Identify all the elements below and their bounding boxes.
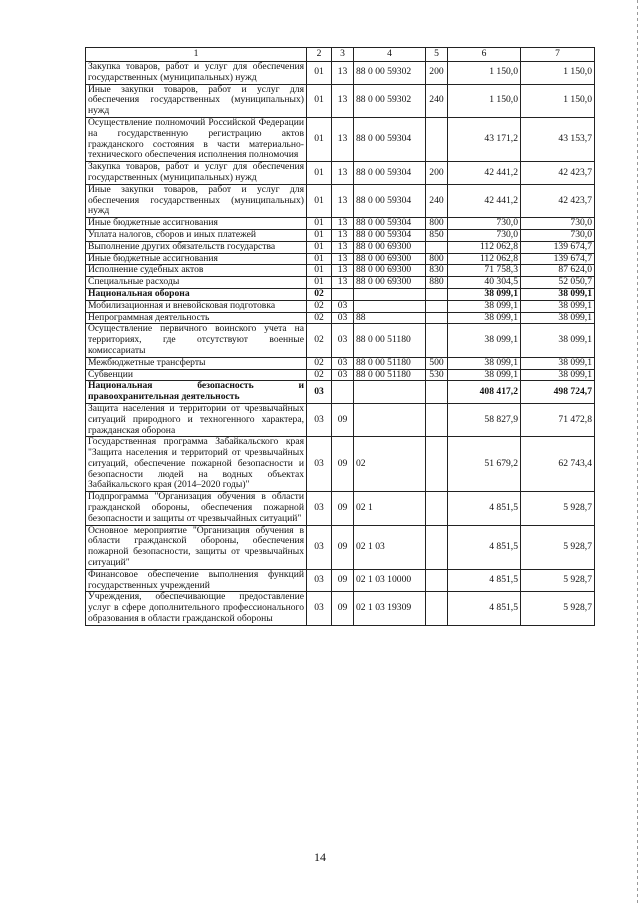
expense-type-code [426,437,448,492]
section-code: 03 [307,592,332,625]
table-row [86,277,595,289]
row-description: Финансовое обеспечение выполнения функций государственных учреждений [86,569,307,592]
section-code: 03 [307,492,332,525]
table-row [86,525,595,569]
row-description: Основное мероприятие "Организация обучения в области гражданской обороны, обеспечения пожарной безопасности, защиты от чрезвычайных ситуаций" [86,525,307,569]
amount-year-2: 71 472,8 [521,403,595,436]
section-code: 03 [307,437,332,492]
amount-year-2: 5 928,7 [521,592,595,625]
target-article-code: 88 0 00 59304 [354,117,426,161]
row-description: Закупка товаров, работ и услуг для обеспечения государственных (муниципальных) нужд [86,62,307,85]
expense-type-code: 240 [426,184,448,217]
amount-year-1: 43 171,2 [448,117,521,161]
amount-year-1: 38 099,1 [448,288,521,300]
row-description: Непрограммная деятельность [86,312,307,324]
amount-year-2: 5 928,7 [521,492,595,525]
amount-year-1: 730,0 [448,229,521,241]
subsection-code: 09 [332,525,354,569]
amount-year-2: 38 099,1 [521,288,595,300]
target-article-code: 02 1 03 10000 [354,569,426,592]
column-header: 1 [86,48,307,62]
target-article-code: 88 0 00 69300 [354,277,426,289]
amount-year-1: 38 099,1 [448,300,521,312]
amount-year-2: 1 150,0 [521,84,595,117]
table-row [86,253,595,265]
row-description: Иные закупки товаров, работ и услуг для обеспечения государственных (муниципальных) нужд [86,184,307,217]
column-header: 7 [521,48,595,62]
expense-type-code: 850 [426,229,448,241]
section-code: 03 [307,381,332,404]
row-description: Исполнение судебных актов [86,265,307,277]
amount-year-2: 139 674,7 [521,241,595,253]
table-row [86,229,595,241]
expense-type-code [426,300,448,312]
amount-year-1: 71 758,3 [448,265,521,277]
expense-type-code: 880 [426,277,448,289]
row-description: Иные бюджетные ассигнования [86,253,307,265]
amount-year-2: 5 928,7 [521,569,595,592]
amount-year-1: 1 150,0 [448,84,521,117]
section-code: 01 [307,117,332,161]
amount-year-2: 498 724,7 [521,381,595,404]
subsection-code: 13 [332,253,354,265]
section-code: 03 [307,525,332,569]
table-row [86,357,595,369]
section-code: 01 [307,218,332,230]
row-description: Иные бюджетные ассигнования [86,218,307,230]
table-body [86,62,595,626]
table-row [86,592,595,625]
subsection-code: 03 [332,300,354,312]
amount-year-2: 38 099,1 [521,369,595,381]
expense-type-code [426,492,448,525]
section-code: 02 [307,369,332,381]
subsection-code: 13 [332,277,354,289]
amount-year-2: 730,0 [521,229,595,241]
amount-year-1: 38 099,1 [448,324,521,357]
target-article-code: 88 0 00 59304 [354,184,426,217]
expense-type-code: 200 [426,162,448,185]
column-header: 3 [332,48,354,62]
expense-type-code: 800 [426,253,448,265]
expense-type-code: 830 [426,265,448,277]
row-description: Защита населения и территории от чрезвычайных ситуаций природного и техногенного характера, гражданская оборона [86,403,307,436]
expense-type-code [426,288,448,300]
target-article-code: 88 0 00 59302 [354,62,426,85]
expense-type-code [426,569,448,592]
column-header: 6 [448,48,521,62]
amount-year-1: 38 099,1 [448,369,521,381]
expense-type-code [426,117,448,161]
section-code: 01 [307,184,332,217]
subsection-code: 13 [332,229,354,241]
section-code: 01 [307,62,332,85]
amount-year-1: 4 851,5 [448,525,521,569]
table-row [86,381,595,404]
row-description: Межбюджетные трансферты [86,357,307,369]
table-row [86,288,595,300]
table-row [86,312,595,324]
target-article-code [354,288,426,300]
table-row [86,403,595,436]
target-article-code: 02 [354,437,426,492]
table-row [86,184,595,217]
table-row [86,569,595,592]
section-code: 02 [307,300,332,312]
amount-year-1: 38 099,1 [448,312,521,324]
target-article-code: 88 0 00 51180 [354,324,426,357]
amount-year-2: 42 423,7 [521,162,595,185]
target-article-code: 02 1 [354,492,426,525]
target-article-code: 88 0 00 59304 [354,162,426,185]
expense-type-code: 800 [426,218,448,230]
target-article-code: 02 1 03 [354,525,426,569]
amount-year-2: 43 153,7 [521,117,595,161]
table-row [86,62,595,85]
table-row [86,84,595,117]
row-description: Иные закупки товаров, работ и услуг для обеспечения государственных (муниципальных) нужд [86,84,307,117]
amount-year-1: 730,0 [448,218,521,230]
expense-type-code: 530 [426,369,448,381]
row-description: Национальная оборона [86,288,307,300]
amount-year-2: 38 099,1 [521,300,595,312]
table-row [86,117,595,161]
amount-year-1: 4 851,5 [448,592,521,625]
row-description: Уплата налогов, сборов и иных платежей [86,229,307,241]
amount-year-1: 4 851,5 [448,569,521,592]
section-code: 02 [307,312,332,324]
target-article-code: 88 0 00 59302 [354,84,426,117]
row-description: Выполнение других обязательств государства [86,241,307,253]
amount-year-1: 4 851,5 [448,492,521,525]
target-article-code [354,300,426,312]
subsection-code: 13 [332,218,354,230]
row-description: Осуществление полномочий Российской Федерации на государственную регистрацию актов гражданского состояния в части материально-технического обеспечения исполнения полномочия [86,117,307,161]
amount-year-2: 730,0 [521,218,595,230]
amount-year-2: 1 150,0 [521,62,595,85]
subsection-code: 03 [332,369,354,381]
row-description: Субвенции [86,369,307,381]
expense-type-code [426,324,448,357]
expense-type-code [426,403,448,436]
section-code: 01 [307,162,332,185]
target-article-code [354,381,426,404]
section-code: 01 [307,229,332,241]
amount-year-1: 38 099,1 [448,357,521,369]
expense-type-code: 240 [426,84,448,117]
target-article-code: 88 0 00 51180 [354,357,426,369]
target-article-code: 88 0 00 69300 [354,253,426,265]
expense-type-code [426,312,448,324]
subsection-code: 13 [332,62,354,85]
expense-type-code: 200 [426,62,448,85]
expense-type-code [426,241,448,253]
header-row [86,48,595,62]
row-description: Осуществление первичного воинского учета на территориях, где отсутствуют военные комиссариаты [86,324,307,357]
budget-table [85,47,595,626]
section-code: 03 [307,403,332,436]
page-number: 14 [314,850,326,864]
row-description: Специальные расходы [86,277,307,289]
amount-year-1: 112 062,8 [448,241,521,253]
subsection-code: 09 [332,569,354,592]
subsection-code: 13 [332,265,354,277]
row-description: Государственная программа Забайкальского края "Защита населения и территорий от чрезвычайных ситуаций, обеспечение пожарной безопасности и безопасности людей на водных объектах Забайкальского края (2014–2020 годы)" [86,437,307,492]
amount-year-2: 139 674,7 [521,253,595,265]
section-code: 01 [307,265,332,277]
expense-type-code: 500 [426,357,448,369]
section-code: 01 [307,253,332,265]
table-row [86,300,595,312]
row-description: Мобилизационная и вневойсковая подготовка [86,300,307,312]
subsection-code: 03 [332,357,354,369]
amount-year-2: 52 050,7 [521,277,595,289]
amount-year-2: 38 099,1 [521,312,595,324]
amount-year-2: 5 928,7 [521,525,595,569]
target-article-code: 02 1 03 19309 [354,592,426,625]
expense-type-code [426,592,448,625]
subsection-code: 13 [332,241,354,253]
amount-year-2: 87 624,0 [521,265,595,277]
section-code: 01 [307,84,332,117]
target-article-code: 88 [354,312,426,324]
amount-year-1: 408 417,2 [448,381,521,404]
subsection-code: 09 [332,592,354,625]
table-row [86,324,595,357]
subsection-code: 13 [332,117,354,161]
subsection-code [332,288,354,300]
table-row [86,162,595,185]
target-article-code: 88 0 00 59304 [354,218,426,230]
table-row [86,241,595,253]
column-header: 2 [307,48,332,62]
section-code: 01 [307,241,332,253]
subsection-code: 09 [332,437,354,492]
amount-year-1: 40 304,5 [448,277,521,289]
section-code: 01 [307,277,332,289]
subsection-code: 03 [332,312,354,324]
table-row [86,369,595,381]
table-row [86,492,595,525]
column-header: 4 [354,48,426,62]
section-code: 02 [307,357,332,369]
subsection-code: 13 [332,184,354,217]
page-edge [637,0,638,905]
amount-year-1: 51 679,2 [448,437,521,492]
amount-year-2: 38 099,1 [521,357,595,369]
amount-year-1: 112 062,8 [448,253,521,265]
table-row [86,265,595,277]
subsection-code [332,381,354,404]
subsection-code: 13 [332,162,354,185]
subsection-code: 13 [332,84,354,117]
target-article-code: 88 0 00 51180 [354,369,426,381]
amount-year-2: 42 423,7 [521,184,595,217]
expense-type-code [426,381,448,404]
table-row [86,437,595,492]
target-article-code: 88 0 00 69300 [354,265,426,277]
amount-year-1: 58 827,9 [448,403,521,436]
target-article-code: 88 0 00 59304 [354,229,426,241]
amount-year-1: 42 441,2 [448,162,521,185]
target-article-code [354,403,426,436]
column-header: 5 [426,48,448,62]
row-description: Закупка товаров, работ и услуг для обеспечения государственных (муниципальных) нужд [86,162,307,185]
amount-year-1: 1 150,0 [448,62,521,85]
row-description: Подпрограмма "Организация обучения в области гражданской обороны, обеспечения пожарной безопасности и защиты от чрезвычайных ситуаций" [86,492,307,525]
row-description: Национальная безопасность и правоохранительная деятельность [86,381,307,404]
amount-year-1: 42 441,2 [448,184,521,217]
subsection-code: 09 [332,403,354,436]
target-article-code: 88 0 00 69300 [354,241,426,253]
section-code: 02 [307,288,332,300]
amount-year-2: 38 099,1 [521,324,595,357]
expense-type-code [426,525,448,569]
subsection-code: 03 [332,324,354,357]
section-code: 03 [307,569,332,592]
row-description: Учреждения, обеспечивающие предоставление услуг в сфере дополнительного профессионального образования в области гражданской обороны [86,592,307,625]
amount-year-2: 62 743,4 [521,437,595,492]
subsection-code: 09 [332,492,354,525]
section-code: 02 [307,324,332,357]
table-row [86,218,595,230]
